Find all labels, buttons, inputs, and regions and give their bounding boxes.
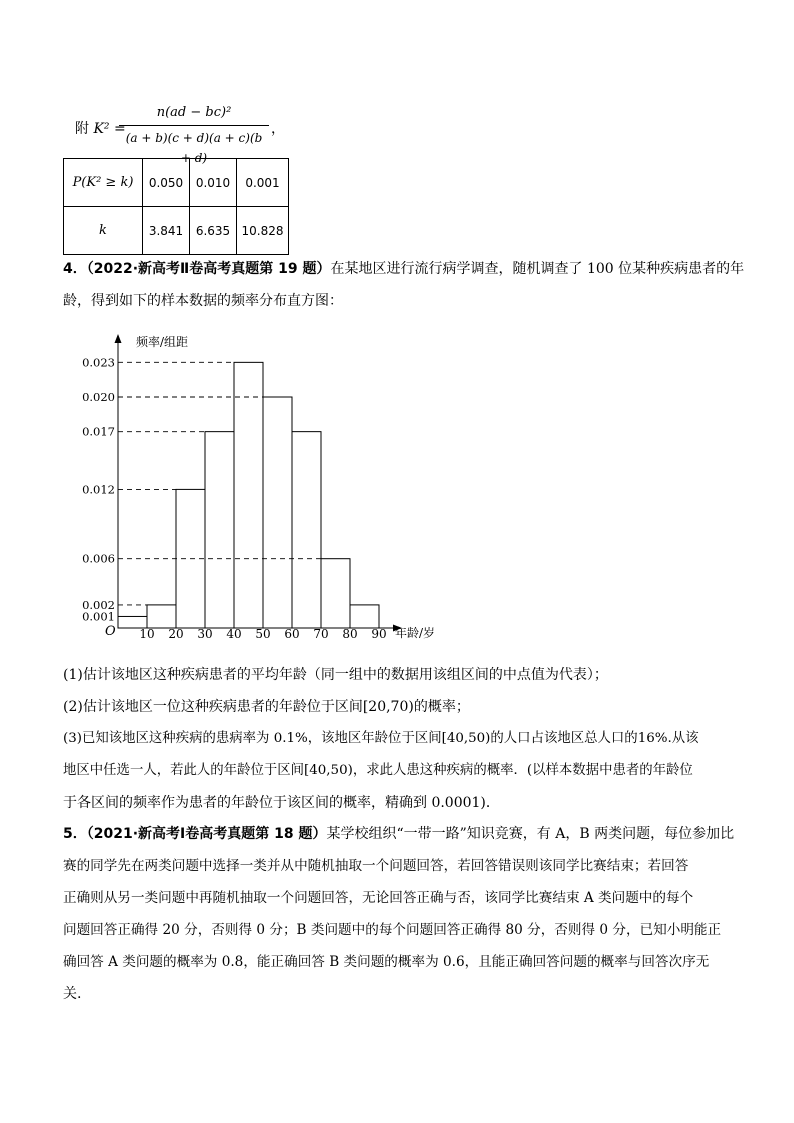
y-axis-arrow	[115, 334, 122, 343]
y-axis-label: 频率/组距	[136, 335, 189, 349]
formula-numerator: n(ad − bc)²	[156, 105, 232, 120]
q5-line-4: 问题回答正确得 20 分，否则得 0 分；B 类问题中的每个问题回答正确得 80 分，否则得 0 分，已知小明能正	[63, 922, 722, 938]
table-cell: 0.050	[143, 159, 190, 207]
x-tick-label: 90	[371, 627, 387, 641]
q4-source: （2022·新高考Ⅱ卷高考真题第 19 题）	[86, 261, 331, 277]
y-tick-label: 0.017	[82, 424, 115, 439]
table-cell: 6.635	[190, 207, 237, 255]
x-tick-label: 30	[197, 627, 213, 641]
table-row	[64, 207, 289, 255]
histogram-bar	[292, 432, 321, 628]
y-tick-label: 0.002	[82, 597, 115, 612]
histogram-bar	[147, 605, 176, 628]
histogram-bar	[205, 432, 234, 628]
x-tick-label: 70	[313, 627, 329, 641]
histogram-bar	[234, 362, 263, 628]
table-header-cell: k	[64, 207, 143, 255]
y-tick-label: 0.020	[82, 390, 115, 404]
q5-line-5: 确回答 A 类问题的概率为 0.8，能正确回答 B 类问题的概率为 0.6，且能正确回答问题的概率与回答次序无	[63, 954, 710, 970]
table-cell: 3.841	[143, 207, 190, 255]
x-tick-label: 50	[255, 627, 271, 641]
chart-axes	[105, 334, 435, 640]
table-cell: 0.001	[237, 159, 289, 207]
x-tick-label: 40	[226, 627, 242, 641]
q4-line-1	[63, 255, 744, 283]
q4-number: 4．	[63, 261, 87, 277]
guide-lines	[118, 362, 321, 605]
x-tick-label: 20	[168, 627, 184, 641]
q5-line-6: 关.	[63, 986, 82, 1002]
y-tick-labels	[82, 355, 115, 623]
q5-line-1	[63, 820, 734, 848]
formula-suffix: ，	[271, 121, 285, 137]
q5-line-3: 正确则从另一类问题中再随机抽取一个问题回答，无论回答正确与否，该同学比赛结束 A 类问题中的每个	[63, 890, 694, 906]
histogram-bar	[350, 605, 379, 628]
formula-fraction	[119, 103, 269, 165]
q4-subquestion-3-line-1: (3)已知该地区这种疾病的患病率为 0.1%，该地区年龄位于区间[40,50)的人口占该地区总人口的16%.从该	[63, 731, 699, 746]
y-tick-label: 0.006	[82, 551, 115, 566]
q5-line-2: 赛的同学先在两类问题中选择一类并从中随机抽取一个问题回答，若回答错误则该同学比赛结束；若回答	[63, 858, 689, 874]
q4-subquestion-2: (2)估计该地区一位这种疾病患者的年龄位于区间[20,70)的概率；	[63, 699, 470, 715]
x-axis-label: 年龄/岁	[395, 626, 436, 640]
histogram-bar	[263, 397, 292, 628]
table-row	[64, 159, 289, 207]
y-tick-label: 0.012	[82, 482, 115, 497]
formula-prefix: 附	[75, 121, 89, 137]
q4-text-1: 在某地区进行流行病学调查，随机调查了 100 位某种疾病患者的年	[330, 261, 745, 277]
origin-label: O	[105, 624, 116, 639]
formula-denominator: (a + b)(c + d)(a + c)(b + d)	[125, 131, 263, 165]
q5-source: （2021·新高考Ⅰ卷高考真题第 18 题）	[86, 826, 327, 842]
fraction-bar	[119, 125, 269, 126]
frequency-histogram	[82, 330, 490, 650]
table-cell: 0.010	[190, 159, 237, 207]
x-tick-labels	[139, 627, 386, 641]
y-tick-label: 0.023	[82, 355, 115, 370]
table-header-cell: P(K² ≥ k)	[64, 159, 143, 207]
x-tick-label: 60	[284, 627, 300, 641]
formula-lhs: K² =	[93, 121, 126, 137]
q4-subquestion-3-line-2: 地区中任选一人，若此人的年龄位于区间[40,50)，求此人患这种疾病的概率．(以样本数据中患者的年龄位	[63, 763, 693, 778]
table-cell: 10.828	[237, 207, 289, 255]
q4-subquestion-1: (1)估计该地区这种疾病患者的平均年龄（同一组中的数据用该组区间的中点值为代表）；	[63, 667, 608, 683]
q4-line-2: 龄，得到如下的样本数据的频率分布直方图：	[63, 293, 343, 309]
x-tick-label: 10	[139, 627, 155, 641]
q5-number: 5．	[63, 826, 87, 842]
q5-text-1: 某学校组织“一带一路”知识竞赛，有 A，B 两类问题，每位参加比	[326, 826, 735, 842]
q4-subquestion-3-line-3: 于各区间的频率作为患者的年龄位于该区间的概率，精确到 0.0001)．	[63, 795, 500, 811]
critical-value-table	[63, 158, 289, 255]
x-tick-label: 80	[342, 627, 358, 641]
histogram-bars	[118, 362, 379, 628]
histogram-bar	[321, 559, 350, 628]
y-tick-label: 0.001	[82, 609, 115, 624]
